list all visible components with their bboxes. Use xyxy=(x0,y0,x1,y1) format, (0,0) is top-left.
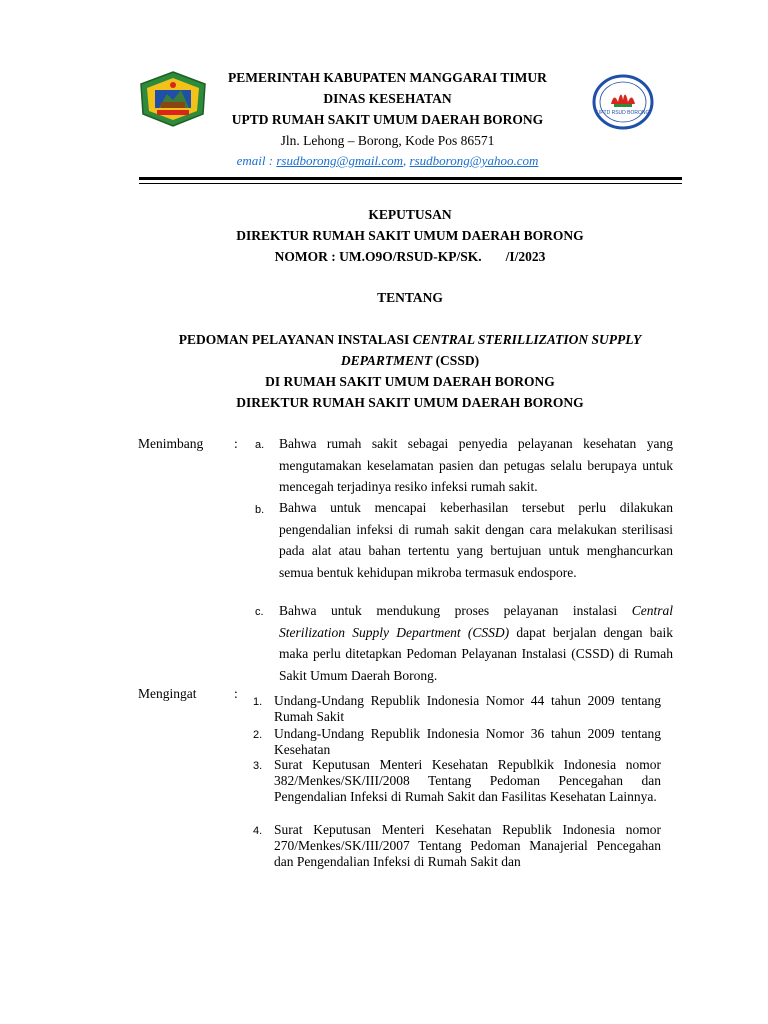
menimbang-label: Menimbang xyxy=(138,436,204,451)
letterhead-rule-thick xyxy=(139,177,682,180)
letterhead-rule-thin xyxy=(139,183,682,184)
letterhead-address: Jln. Lehong – Borong, Kode Pos 86571 xyxy=(280,133,495,148)
subject-italic: CENTRAL STERILLIZATION SUPPLY xyxy=(412,332,642,347)
letterhead-department: DINAS KESEHATAN xyxy=(323,91,452,106)
email-separator: , xyxy=(403,153,410,168)
hospital-logo-icon xyxy=(592,74,654,130)
decree-subject-line1 xyxy=(140,332,680,348)
mengingat-item-3: Surat Keputusan Menteri Kesehatan Republkik Indonesia nomor 382/Menkes/SK/III/2008 Tentang Pedoman Pencegahan dan Pengendalian Infeksi di Rumah Sakit dan Fasilitas Kesehatan Lainnya. xyxy=(274,757,661,805)
mengingat-marker-2: 2. xyxy=(253,729,263,741)
mengingat-item-4: Surat Keputusan Menteri Kesehatan Republik Indonesia nomor 270/Menkes/SK/III/2007 Tentang Pedoman Manajerial Pencegahan dan Pengendalian Infeksi di Rumah Sakit dan xyxy=(274,822,661,870)
letterhead-government: PEMERINTAH KABUPATEN MANGGARAI TIMUR xyxy=(228,70,547,85)
mengingat-item-1: Undang-Undang Republik Indonesia Nomor 44 tahun 2009 tentang Rumah Sakit xyxy=(274,693,661,725)
decree-subject-line2 xyxy=(140,353,680,369)
menimbang-item-b: Bahwa untuk mencapai keberhasilan tersebut perlu dilakukan pengendalian infeksi di rumah sakit dengan cara melakukan sterilisasi pada alat atau bahan tertentu yang bertujuan untuk menghancurkan semua bentuk kehidupan mikroba termasuk endospore. xyxy=(279,500,673,580)
menimbang-marker-a: a. xyxy=(255,439,265,451)
decree-number xyxy=(140,249,680,265)
item-c-post: dapat berjalan dengan baik maka perlu ditetapkan Pedoman Pelayanan Instalasi (CSSD) di Rumah Sakit Umum Daerah Borong. xyxy=(279,624,673,683)
subject-plain: PEDOMAN PELAYANAN INSTALASI xyxy=(178,332,413,347)
decree-heading: KEPUTUSAN xyxy=(368,207,452,222)
hospital-logo-text: UPTD RSUD BORONG xyxy=(596,110,650,116)
menimbang-item-c xyxy=(279,600,673,686)
mengingat-item-2: Undang-Undang Republik Indonesia Nomor 36 tahun 2009 tentang Kesehatan xyxy=(274,726,661,758)
subject-department: DEPARTMENT xyxy=(340,353,433,368)
regency-logo-icon xyxy=(137,70,209,128)
mengingat-colon: : xyxy=(234,686,238,701)
mengingat-marker-1: 1. xyxy=(253,696,263,708)
decree-subject-line3: DI RUMAH SAKIT UMUM DAERAH BORONG xyxy=(265,374,555,389)
letterhead-email-line xyxy=(200,153,575,169)
email-link-yahoo[interactable]: rsudborong@yahoo.com xyxy=(409,153,539,168)
menimbang-item-a: Bahwa rumah sakit sebagai penyedia pelayanan kesehatan yang mengutamakan keselamatan pasien dan petugas selalu berupaya untuk mencegah terjadinya resiko infeksi rumah sakit. xyxy=(279,436,673,494)
mengingat-marker-3: 3. xyxy=(253,760,263,772)
letterhead-hospital: UPTD RUMAH SAKIT UMUM DAERAH BORONG xyxy=(231,112,544,127)
decree-issuer: DIREKTUR RUMAH SAKIT UMUM DAERAH BORONG xyxy=(236,228,584,243)
decree-number-prefix: NOMOR : UM.O9O/RSUD-KP/SK. xyxy=(274,249,482,264)
email-label: email : xyxy=(236,153,277,168)
email-link-gmail[interactable]: rsudborong@gmail.com xyxy=(276,153,404,168)
item-c-italic: Central Sterilization Supply Department (CSSD) xyxy=(279,603,673,640)
mengingat-marker-4: 4. xyxy=(253,825,263,837)
mengingat-label: Mengingat xyxy=(138,686,197,701)
decree-about: TENTANG xyxy=(377,290,443,305)
decree-subject-line4: DIREKTUR RUMAH SAKIT UMUM DAERAH BORONG xyxy=(236,395,584,410)
menimbang-colon: : xyxy=(234,436,238,451)
item-c-pre: Bahwa untuk mendukung proses pelayanan instalasi xyxy=(279,603,632,618)
menimbang-marker-b: b. xyxy=(255,504,265,516)
menimbang-marker-c: c. xyxy=(255,606,264,618)
subject-cssd: (CSSD) xyxy=(432,353,480,368)
decree-number-suffix: /I/2023 xyxy=(505,249,546,264)
